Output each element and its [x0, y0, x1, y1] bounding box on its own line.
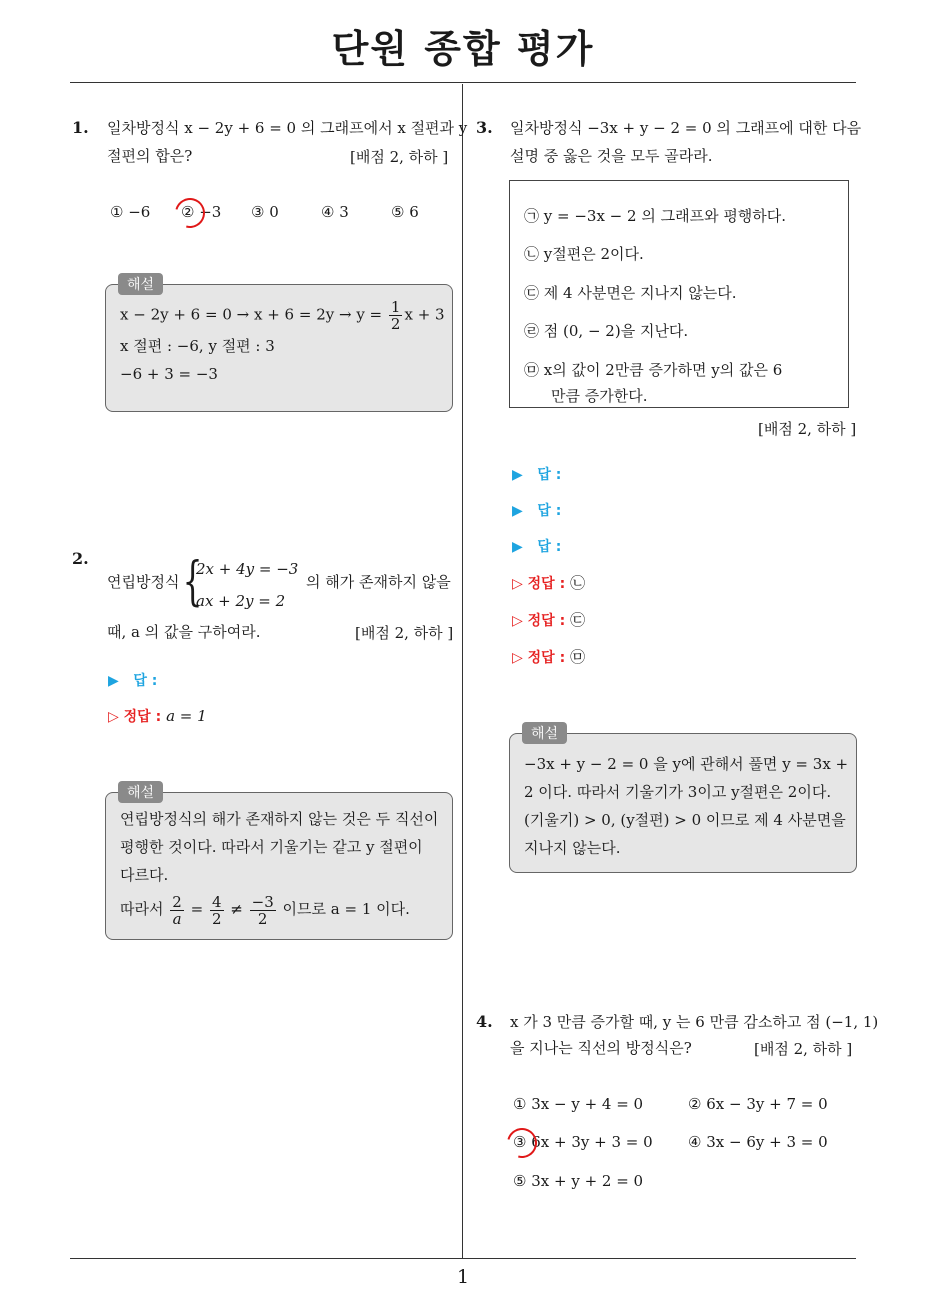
play-triangle-icon: ▶	[108, 673, 119, 689]
outline-triangle-icon: ▷	[108, 709, 119, 725]
question-4-choice-5[interactable]: ⑤ 3x + y + 2 = 0	[513, 1172, 644, 1190]
question-1-choice-4[interactable]: ④ 3	[321, 203, 349, 221]
question-4-choice-3[interactable]	[513, 1133, 653, 1151]
question-3-text-line1: 일차방정식 −3x + y − 2 = 0 의 그래프에 대한 다음	[510, 119, 862, 137]
correct-answer-label: 정답 :	[123, 709, 162, 725]
question-2-text-suffix: 의 해가 존재하지 않을	[306, 573, 451, 591]
question-3-explanation-tag: 해설	[522, 722, 567, 744]
header-divider	[70, 82, 856, 83]
question-3-answer-row-1[interactable]: ▶ 답 :	[512, 467, 562, 483]
question-4-choice-4[interactable]: ④ 3x − 6y + 3 = 0	[688, 1133, 828, 1151]
statement-e-continued: 만큼 증가한다.	[551, 387, 648, 405]
page-number: 1	[456, 1266, 470, 1288]
fraction-4-over-2: $\frac{4}{2}$	[211, 892, 222, 928]
question-1-choice-2-marker: ②	[181, 203, 195, 221]
question-2-correct-answer-row	[108, 706, 207, 726]
explanation-equation-left: x − 2y + 6 = 0 → x + 6 = 2y → y =	[120, 305, 383, 324]
question-2-explanation-box	[105, 792, 453, 940]
question-3-correct-answer-1: ▷ 정답 : ㉡	[512, 574, 586, 592]
question-4-choice-3-value: 6x + 3y + 3 = 0	[531, 1133, 653, 1151]
question-2-explanation-tag: 해설	[118, 781, 163, 803]
question-3-statements-box	[509, 180, 849, 408]
statement-a: ㉠ y = −3x − 2 의 그래프와 평행하다.	[524, 207, 787, 225]
question-3-explanation-box	[509, 733, 857, 873]
fraction-minus3-over-2: $\frac{-3}{2}$	[251, 892, 274, 928]
question-3-score: [배점 2, 하하 ]	[758, 420, 857, 438]
question-1-number: 1.	[72, 118, 89, 137]
question-3-explanation-line2: 2 이다. 따라서 기울기가 3이고 y절편은 2이다.	[524, 783, 832, 801]
fraction-one-half: $\frac{1}{2}$	[390, 298, 401, 333]
play-triangle-icon: ▶	[512, 503, 523, 519]
question-1-explanation-box	[105, 284, 453, 412]
question-4-number: 4.	[476, 1012, 493, 1031]
question-1-score: [배점 2, 하하 ]	[350, 148, 449, 166]
question-3-number: 3.	[476, 118, 493, 137]
question-2-explanation-line2: 평행한 것이다. 따라서 기울기는 같고 y 절편이	[120, 838, 423, 856]
question-2-equation-2: ax + 2y = 2	[196, 592, 286, 610]
question-3-text-line2: 설명 중 옳은 것을 모두 골라라.	[510, 147, 713, 165]
play-triangle-icon: ▶	[512, 539, 523, 555]
question-2-equation-1: 2x + 4y = −3	[196, 560, 299, 578]
red-circle-mark-icon	[502, 1123, 543, 1164]
question-1-explanation-line2: x 절편 : −6, y 절편 : 3	[120, 337, 275, 355]
statement-c: ㉢ 제 4 사분면은 지나지 않는다.	[524, 284, 737, 302]
system-brace: {	[182, 552, 203, 612]
question-4-text-line2: 을 지나는 직선의 방정식은?	[510, 1039, 692, 1057]
footer-divider	[70, 1258, 856, 1259]
play-triangle-icon: ▶	[512, 467, 523, 483]
fraction-2-over-a: $\frac{2}{a}$	[172, 892, 182, 928]
question-4-choice-2[interactable]: ② 6x − 3y + 7 = 0	[688, 1095, 828, 1113]
question-3-correct-answer-2: ▷ 정답 : ㉢	[512, 611, 586, 629]
question-3-explanation-line3: (기울기) > 0, (y절편) > 0 이므로 제 4 사분면을	[524, 811, 846, 829]
question-3-explanation-line1: −3x + y − 2 = 0 을 y에 관해서 풀면 y = 3x +	[524, 755, 849, 773]
outline-triangle-icon: ▷	[512, 613, 523, 629]
question-2-text-prefix: 연립방정식	[107, 573, 180, 591]
red-circle-mark-icon	[170, 193, 211, 234]
question-1-choice-2-value: −3	[199, 203, 222, 221]
question-2-answer-row[interactable]	[108, 670, 157, 690]
question-3-answer-row-2[interactable]: ▶ 답 :	[512, 503, 562, 519]
outline-triangle-icon: ▷	[512, 576, 523, 592]
question-4-text-line1: x 가 3 만큼 증가할 때, y 는 6 만큼 감소하고 점 (−1, 1)	[510, 1013, 879, 1031]
question-2-explanation-line1: 연립방정식의 해가 존재하지 않는 것은 두 직선이	[120, 810, 439, 828]
question-1-choice-3[interactable]: ③ 0	[251, 203, 279, 221]
statement-d: ㉣ 점 (0, − 2)을 지난다.	[524, 322, 689, 340]
question-1-choice-5[interactable]: ⑤ 6	[391, 203, 419, 221]
answer-label: 답 :	[133, 673, 158, 689]
outline-triangle-icon: ▷	[512, 650, 523, 666]
question-4-choice-3-marker: ③	[513, 1133, 527, 1151]
question-2-explanation-line3: 다르다.	[120, 866, 169, 884]
question-1-explanation-line3: −6 + 3 = −3	[120, 365, 218, 383]
question-1-choice-2[interactable]	[181, 203, 221, 221]
question-1-explanation-line1	[120, 298, 445, 333]
column-divider	[462, 84, 463, 1259]
question-3-explanation-line4: 지나지 않는다.	[524, 839, 621, 857]
question-4-score: [배점 2, 하하 ]	[754, 1040, 853, 1058]
question-1-text-line1: 일차방정식 x − 2y + 6 = 0 의 그래프에서 x 절편과 y	[107, 119, 468, 137]
question-1-text-line2: 절편의 합은?	[107, 147, 193, 165]
question-3-correct-answer-3: ▷ 정답 : ㉤	[512, 648, 586, 666]
correct-answer-value: a = 1	[166, 707, 207, 725]
statement-e: ㉤ x의 값이 2만큼 증가하면 y의 값은 6	[524, 361, 783, 379]
question-1-choice-1[interactable]: ① −6	[110, 203, 151, 221]
question-1-explanation-tag: 해설	[118, 273, 163, 295]
question-2-number: 2.	[72, 549, 89, 568]
explanation-equation-right: x + 3	[404, 305, 445, 324]
question-3-answer-row-3[interactable]: ▶ 답 :	[512, 539, 562, 555]
question-2-text-line2: 때, a 의 값을 구하여라.	[107, 623, 261, 641]
page-title: 단원 종합 평가	[331, 27, 595, 71]
question-4-choice-1[interactable]: ① 3x − y + 4 = 0	[513, 1095, 644, 1113]
statement-b: ㉡ y절편은 2이다.	[524, 245, 644, 263]
question-2-explanation-line4: 따라서 $\frac{2}{a}$ = $\frac{4}{2}$ ≠ $\frac{-3}{2}$ 이므로 a = 1 이다.	[120, 892, 410, 928]
question-2-score: [배점 2, 하하 ]	[355, 624, 454, 642]
